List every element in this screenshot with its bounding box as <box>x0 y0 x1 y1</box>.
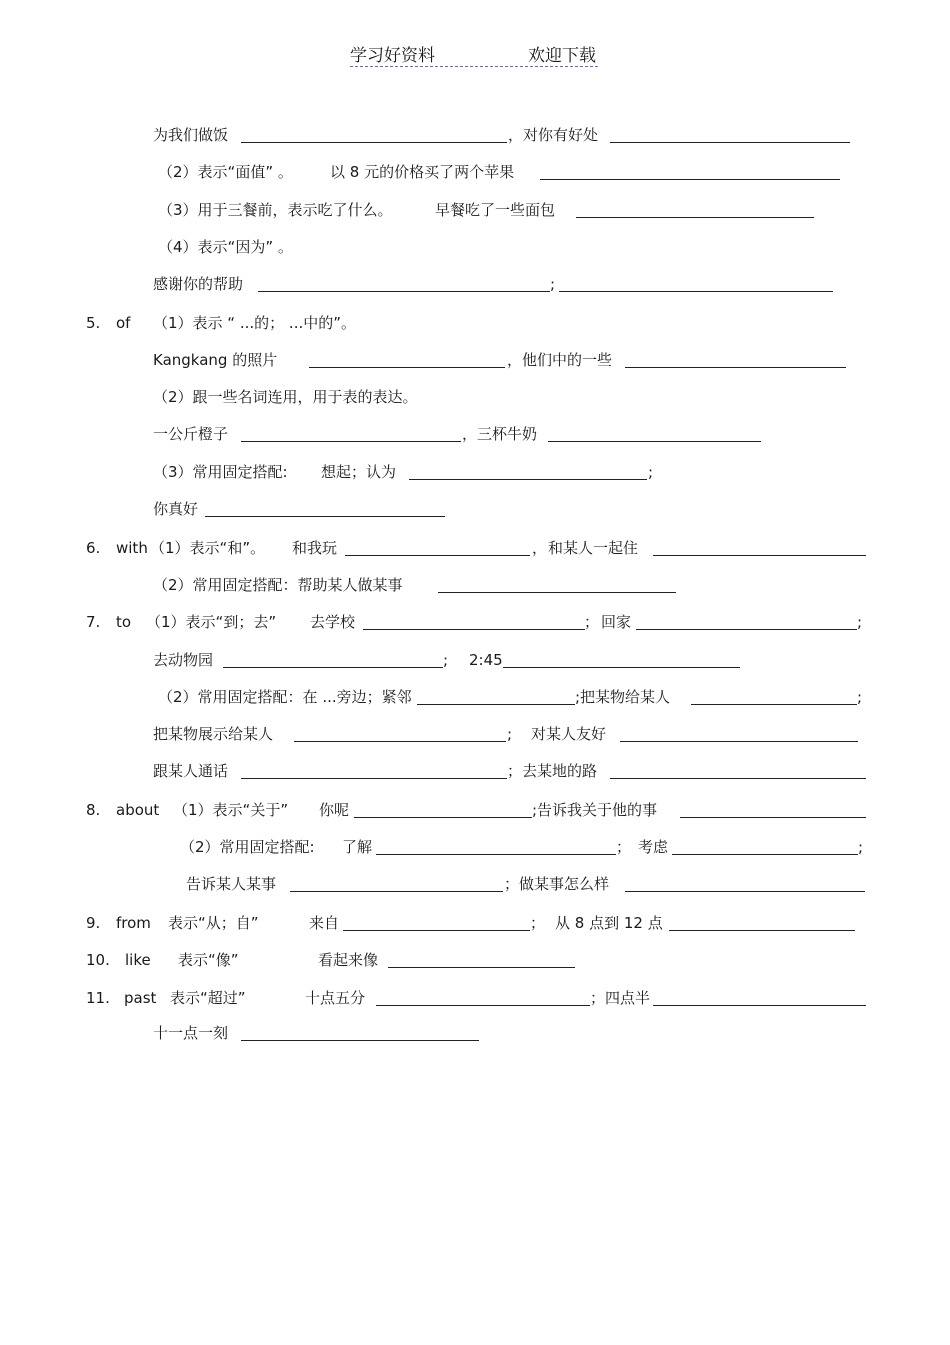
prompt-text: （2）常用固定搭配：帮助某人做某事 <box>153 576 403 594</box>
prompt-text: ;把某物给某人 <box>575 688 671 706</box>
answer-blank[interactable] <box>625 891 865 892</box>
section-heading <box>0 949 950 971</box>
answer-blank[interactable] <box>653 1005 866 1006</box>
prompt-text: 一公斤橙子 <box>153 425 229 443</box>
separator-text: ； <box>530 914 546 932</box>
section-number: 11. <box>86 989 110 1007</box>
prompt-text: ；去某地的路 <box>507 762 598 780</box>
answer-blank[interactable] <box>354 817 532 818</box>
answer-blank[interactable] <box>290 891 503 892</box>
preposition-word: about <box>116 801 160 819</box>
exercise-line <box>0 161 950 183</box>
exercise-line <box>0 760 950 782</box>
prompt-text: （2）常用固定搭配：在 ...旁边；紧邻 <box>158 688 412 706</box>
prompt-text: 对某人友好 <box>531 725 607 743</box>
answer-blank[interactable] <box>205 516 445 517</box>
preposition-word: to <box>116 613 132 631</box>
prompt-text: 跟某人通话 <box>153 762 229 780</box>
exercise-line <box>0 649 950 671</box>
header-right-text: 欢迎下载 <box>528 46 596 66</box>
answer-blank[interactable] <box>540 179 840 180</box>
exercise-line <box>0 873 950 895</box>
answer-blank[interactable] <box>669 930 855 931</box>
prompt-text: 表示“超过” <box>170 989 246 1007</box>
answer-blank[interactable] <box>376 854 616 855</box>
separator-text: ; <box>857 613 863 631</box>
prompt-text: 来自 <box>309 914 340 932</box>
exercise-line <box>0 1022 950 1044</box>
prompt-text: （3）用于三餐前，表示吃了什么。 <box>158 201 393 219</box>
answer-blank[interactable] <box>636 629 857 630</box>
answer-blank[interactable] <box>610 142 850 143</box>
prompt-text: 你真好 <box>153 500 199 518</box>
exercise-line <box>0 461 950 483</box>
answer-blank[interactable] <box>438 592 676 593</box>
exercise-line <box>0 574 950 596</box>
answer-blank[interactable] <box>625 367 846 368</box>
section-number: 9. <box>86 914 101 932</box>
section-heading <box>0 987 950 1009</box>
answer-blank[interactable] <box>241 142 507 143</box>
section-heading <box>0 799 950 821</box>
prompt-text: 感谢你的帮助 <box>153 275 244 293</box>
answer-blank[interactable] <box>309 367 505 368</box>
section-number: 5. <box>86 314 101 332</box>
prompt-text: 表示“像” <box>178 951 239 969</box>
prompt-text: （1）表示“和”。 <box>150 539 266 557</box>
section-number: 8. <box>86 801 101 819</box>
prompt-text: 了解 <box>342 838 373 856</box>
prompt-text: （2）表示“面值” 。 <box>158 163 293 181</box>
answer-blank[interactable] <box>241 441 461 442</box>
answer-blank[interactable] <box>559 291 833 292</box>
prompt-text: 早餐吃了一些面包 <box>435 201 556 219</box>
prompt-text: Kangkang 的照片 <box>153 351 278 369</box>
separator-text: ， <box>532 539 548 557</box>
separator-text: ; <box>858 838 864 856</box>
prompt-text: 和我玩 <box>292 539 338 557</box>
prompt-text: 去学校 <box>310 613 356 631</box>
section-heading <box>0 912 950 934</box>
answer-blank[interactable] <box>294 741 506 742</box>
prompt-text: （2）常用固定搭配: <box>180 838 315 856</box>
preposition-word: past <box>124 989 157 1007</box>
prompt-text: ，对你有好处 <box>508 126 599 144</box>
page-header <box>350 40 598 67</box>
prompt-text: 看起来像 <box>318 951 379 969</box>
prompt-text: 为我们做饭 <box>153 126 229 144</box>
answer-blank[interactable] <box>417 704 575 705</box>
prompt-text: 和某人一起住 <box>548 539 639 557</box>
separator-text: ; <box>443 651 449 669</box>
exercise-line <box>0 236 950 258</box>
section-number: 7. <box>86 613 101 631</box>
preposition-word: of <box>116 314 131 332</box>
prompt-text: 考虑 <box>638 838 669 856</box>
prompt-text: 从 8 点到 12 点 <box>555 914 663 932</box>
section-heading <box>0 537 950 559</box>
prompt-text: ，他们中的一些 <box>507 351 613 369</box>
answer-blank[interactable] <box>691 704 857 705</box>
answer-blank[interactable] <box>258 291 550 292</box>
prompt-text: （1）表示“关于” <box>173 801 289 819</box>
prompt-text: （4）表示“因为” 。 <box>158 238 293 256</box>
section-number: 6. <box>86 539 101 557</box>
exercise-line <box>0 423 950 445</box>
prompt-text: 想起；认为 <box>321 463 397 481</box>
prompt-text: 告诉某人某事 <box>186 875 277 893</box>
exercise-line <box>0 498 950 520</box>
prompt-text: （3）常用固定搭配: <box>153 463 288 481</box>
answer-blank[interactable] <box>548 441 761 442</box>
preposition-word: from <box>116 914 151 932</box>
prompt-text: 表示“从；自” <box>168 914 259 932</box>
answer-blank[interactable] <box>620 741 858 742</box>
prompt-text: ；做某事怎么样 <box>504 875 610 893</box>
prompt-text: ;告诉我关于他的事 <box>532 801 658 819</box>
exercise-line <box>0 836 950 858</box>
prompt-text: （1）表示“到；去” <box>146 613 277 631</box>
exercise-line <box>0 273 950 295</box>
exercise-line <box>0 124 950 146</box>
separator-text: ; <box>857 688 863 706</box>
prompt-text: 把某物展示给某人 <box>153 725 274 743</box>
answer-blank[interactable] <box>241 778 507 779</box>
section-heading <box>0 611 950 633</box>
header-left-text: 学习好资料 <box>350 46 435 66</box>
answer-blank[interactable] <box>576 217 814 218</box>
separator-text: ； <box>616 838 632 856</box>
answer-blank[interactable] <box>223 667 443 668</box>
prompt-text: 十点五分 <box>305 989 366 1007</box>
prompt-text: （2）跟一些名词连用，用于表的表达。 <box>153 388 418 406</box>
answer-blank[interactable] <box>672 854 858 855</box>
section-number: 10. <box>86 951 110 969</box>
separator-text: ; <box>550 275 556 293</box>
exercise-line <box>0 686 950 708</box>
separator-text: ； <box>584 613 600 631</box>
prompt-text: 以 8 元的价格买了两个苹果 <box>330 163 515 181</box>
answer-blank[interactable] <box>653 555 866 556</box>
answer-blank[interactable] <box>409 479 647 480</box>
prompt-text: 去动物园 <box>153 651 214 669</box>
answer-blank[interactable] <box>345 555 530 556</box>
exercise-line <box>0 349 950 371</box>
preposition-word: like <box>125 951 151 969</box>
exercise-line <box>0 199 950 221</box>
prompt-text: （1）表示 “ ...的； ...中的”。 <box>153 314 356 332</box>
answer-blank[interactable] <box>503 667 740 668</box>
prompt-text: 2:45 <box>469 651 503 669</box>
separator-text: ; <box>507 725 513 743</box>
answer-blank[interactable] <box>343 930 530 931</box>
preposition-word: with <box>116 539 148 557</box>
prompt-text: 你呢 <box>319 801 350 819</box>
answer-blank[interactable] <box>610 778 866 779</box>
answer-blank[interactable] <box>363 629 585 630</box>
answer-blank[interactable] <box>376 1005 590 1006</box>
section-heading <box>0 312 950 334</box>
answer-blank[interactable] <box>388 967 575 968</box>
answer-blank[interactable] <box>241 1040 479 1041</box>
exercise-line <box>0 386 950 408</box>
prompt-text: 十一点一刻 <box>153 1024 229 1042</box>
answer-blank[interactable] <box>680 817 866 818</box>
prompt-text: ；四点半 <box>590 989 651 1007</box>
separator-text: ; <box>648 463 654 481</box>
prompt-text: 回家 <box>601 613 632 631</box>
exercise-line <box>0 723 950 745</box>
prompt-text: ，三杯牛奶 <box>462 425 538 443</box>
